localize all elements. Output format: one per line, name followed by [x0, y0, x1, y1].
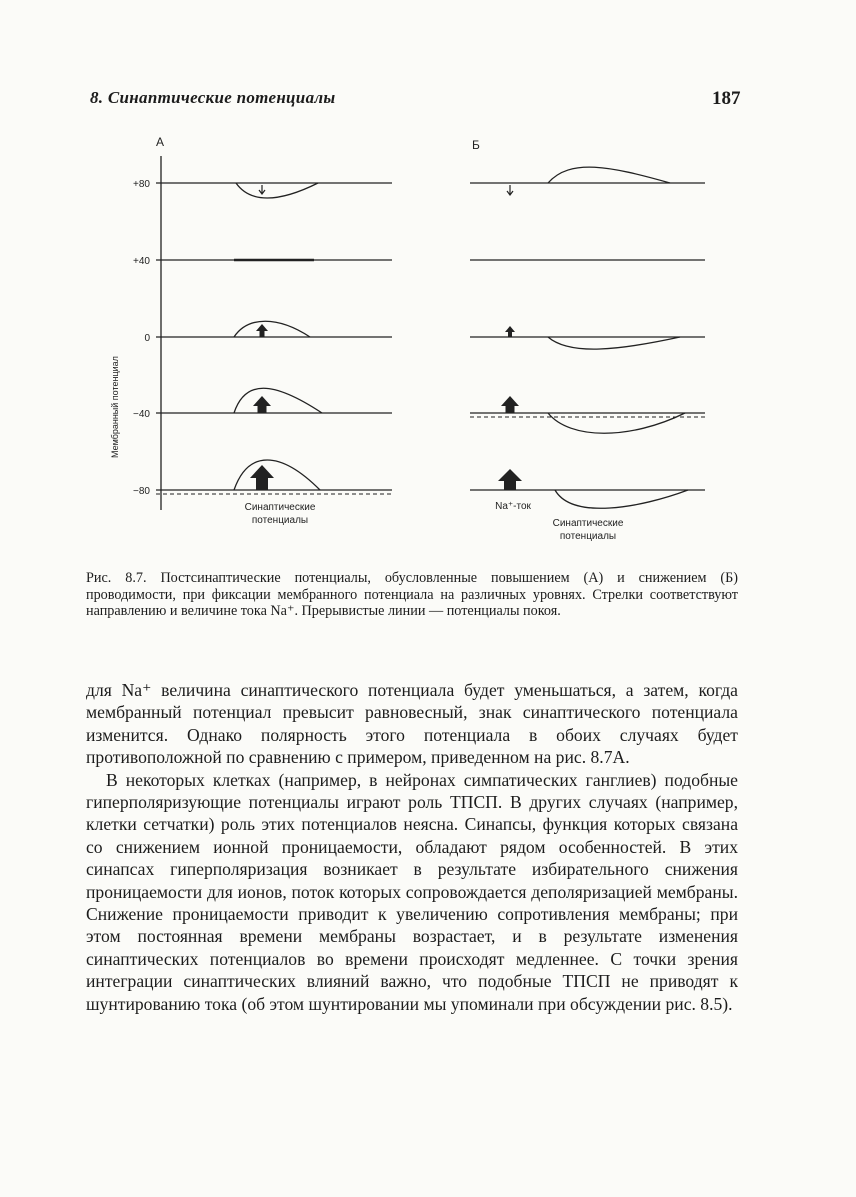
y-tick-label-minus40: −40: [133, 409, 150, 420]
page-number: 187: [712, 88, 741, 109]
panel-a-label-line-1: Синаптические: [244, 502, 316, 513]
paragraph-2: В некоторых клетках (например, в нейронах симпатических ганглиев) подобные гиперполяризующие потенциалы играют роль ТПСП. В других случаях (например, клетки сетчатки) роль этих потенциалов неясна. Синапсы, функция которых связана со снижением ионной проницаемости, обладают рядом особенностей. В этих синапсах гиперполяризация возникает в результате избирательного снижения проницаемости для ионов, поток которых сопровождается деполяризацией мембраны. Снижение проницаемости приводит к увеличению сопротивления мембраны; при этом постоянная времени мембраны возрастает, и в результате изменения синаптических потенциалов во времени происходят медленнее. С точки зрения интеграции синаптических влияний важно, что подобные ТПСП не приводят к шунтированию тока (об этом шунтировании мы упоминали при обсуждении рис. 8.5).: [86, 769, 738, 1014]
panel-b-label: Б: [472, 138, 480, 152]
panel-b-baselines: [470, 183, 705, 490]
panel-a-arrow-0: [256, 324, 268, 337]
panel-b-arrow-minus40: [501, 396, 519, 413]
panel-b-na-current-label: Na⁺-ток: [495, 501, 531, 512]
paragraph-1: для Na⁺ величина синаптического потенциала будет уменьшаться, а затем, когда мембранный потенциал превысит равновесный, знак синаптического потенциала изменится. Однако полярность этого потенциала в обоих случаях будет противоположной по сравнению с примером, приведенном на рис. 8.7А.: [86, 680, 738, 768]
y-tick-label-80: +80: [133, 179, 150, 190]
figure-svg: [100, 128, 740, 548]
y-axis-label: Мембранный потенциал: [110, 356, 120, 458]
running-head: 8. Синаптические потенциалы: [90, 88, 336, 107]
panel-b-arrow-0: [505, 326, 515, 337]
panel-a-arrow-80: [259, 185, 265, 194]
panel-a-arrow-minus40: [253, 396, 271, 413]
panel-a-label-line-2: потенциалы: [251, 515, 309, 526]
panel-b-label-line-2: потенциалы: [559, 531, 617, 542]
panel-b-arrow-80: [507, 185, 513, 195]
panel-a-arrow-minus80: [250, 465, 274, 490]
panel-a-label: А: [156, 135, 165, 149]
figure-caption: Рис. 8.7. Постсинаптические потенциалы, обусловленные повышением (А) и снижением (Б) проводимости, при фиксации мембранного потенциала на различных уровнях. Стрелки соответствуют направлению и величине тока Na⁺. Прерывистые линии — потенциалы покоя.: [86, 570, 738, 619]
y-tick-label-40: +40: [133, 256, 150, 267]
body-text: [86, 679, 738, 1015]
panel-b-potentials: [548, 167, 688, 508]
y-tick-label-minus80: −80: [133, 486, 150, 497]
figure-8-7: [100, 128, 740, 553]
y-tick-label-0: 0: [144, 333, 150, 344]
panel-b-label-line-1: Синаптические: [552, 518, 624, 529]
panel-b-arrow-minus80: [498, 469, 522, 490]
panel-a-baselines: [156, 183, 392, 490]
